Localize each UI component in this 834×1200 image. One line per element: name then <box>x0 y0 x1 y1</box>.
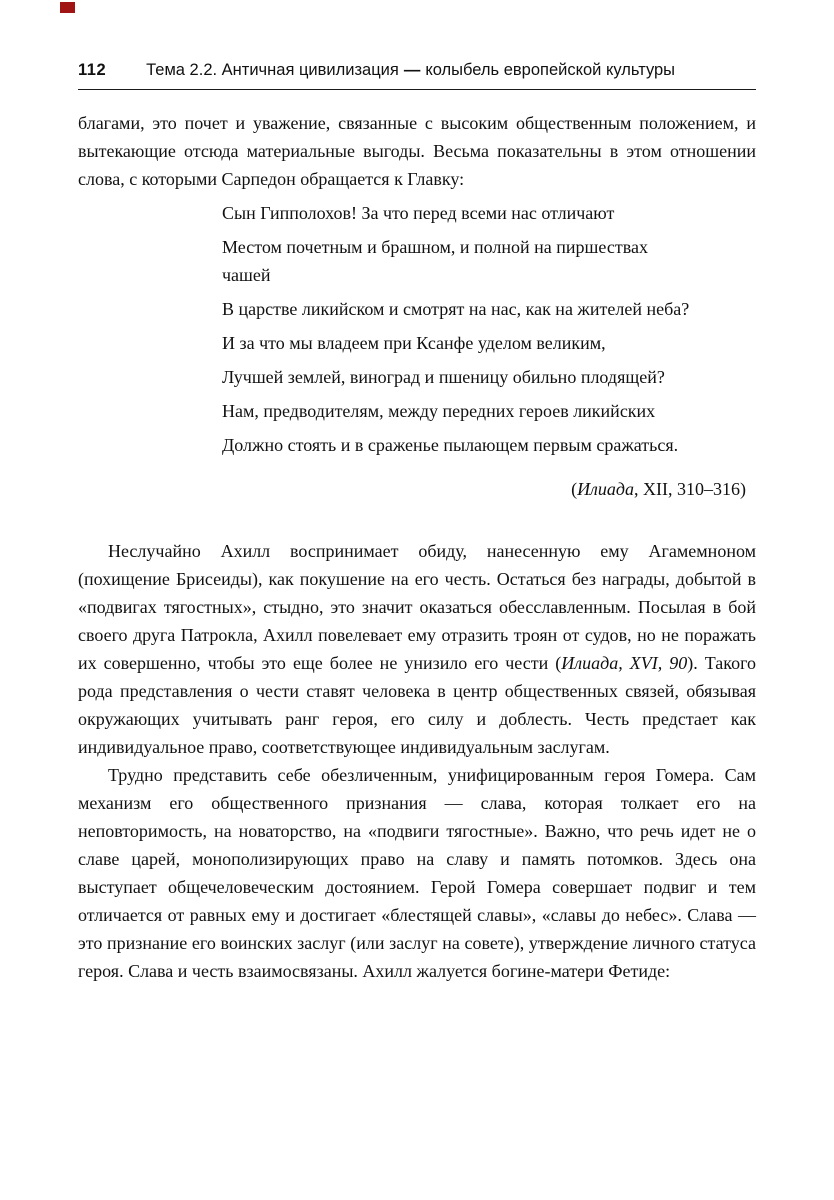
chapter-title-left: Тема 2.2. Античная цивилизация <box>146 61 399 79</box>
paragraph-2-text: Неслучайно Ахилл воспринимает обиду, нанесенную ему Агамемноном (похищение Брисеиды), как покушение на его честь. Остаться без награды, добытой в «подвигах тягостных», стыдно, это значит оказаться обесславленным. Посылая в бой своего друга Патрокла, Ахилл повелевает ему отразить троян от судов, но не поражать их совершенно, чтобы это еще более не унизило его чести ( <box>78 541 756 673</box>
chapter-title-dash: — <box>403 61 421 79</box>
paragraph-1: благами, это почет и уважение, связанные с высоким общественным положением, и вытекающие отсюда материальные выгоды. Весьма показательны в этом отношении слова, с которыми Сарпедон обращается к Главку: <box>78 113 756 189</box>
verse-line: Местом почетным и брашном, и полной на пиршествах чашей <box>222 237 648 285</box>
paragraph-2-continuation: ). Такого рода представления о чести ставят человека в центр общественных связей, обязывая окружающих учитывать ранг героя, его силу и доблесть. Честь предстает как индивидуальное право, соответствующее индивидуальным заслугам. <box>78 653 757 757</box>
verse-line: Должно стоять и в сраженье пылающем первым сражаться. <box>222 435 679 455</box>
chapter-title-right: колыбель европейской культуры <box>425 61 676 79</box>
page-body <box>78 109 756 985</box>
scan-artifact-mark <box>60 2 75 13</box>
page-header <box>78 60 756 80</box>
verse-line: Сын Гипполохов! За что перед всеми нас отличают <box>222 203 615 223</box>
verse-block <box>222 199 694 459</box>
citation-locator: , XII, 310–316) <box>634 479 746 499</box>
chapter-title <box>146 60 675 80</box>
verse-citation <box>78 475 756 503</box>
verse-line: Лучшей землей, виноград и пшеницу обильно плодящей? <box>222 367 665 387</box>
page-content <box>78 0 756 985</box>
verse-line: И за что мы владеем при Ксанфе уделом великим, <box>222 333 606 353</box>
paragraph-3: Трудно представить себе обезличенным, унифицированным героя Гомера. Сам механизм его общественного признания — слава, которая толкает его на неповторимость, на новаторство, на «подвиги тягостные». Важно, что речь идет не о славе царей, монополизирующих право на славу и память потомков. Здесь она выступает общечеловеческим достоянием. Герой Гомера совершает подвиг и тем отличается от равных ему и достигает «блестящей славы», «славы до небес». Слава — это признание его воинских заслуг (или заслуг на совете), утверждение личного статуса героя. Слава и честь взаимосвязаны. Ахилл жалуется богине-матери Фетиде: <box>78 765 756 981</box>
verse-line: Нам, предводителям, между передних героев ликийских <box>222 401 656 421</box>
verse-line: В царстве ликийском и смотрят на нас, как на жителей неба? <box>222 299 690 319</box>
header-rule <box>78 89 756 90</box>
page-number: 112 <box>78 61 107 79</box>
citation-source: Илиада <box>577 479 635 499</box>
paragraph-2-source: Илиада, XVI, 90 <box>561 653 688 673</box>
citation-open: ( <box>571 479 578 499</box>
paragraph-2 <box>78 537 756 761</box>
